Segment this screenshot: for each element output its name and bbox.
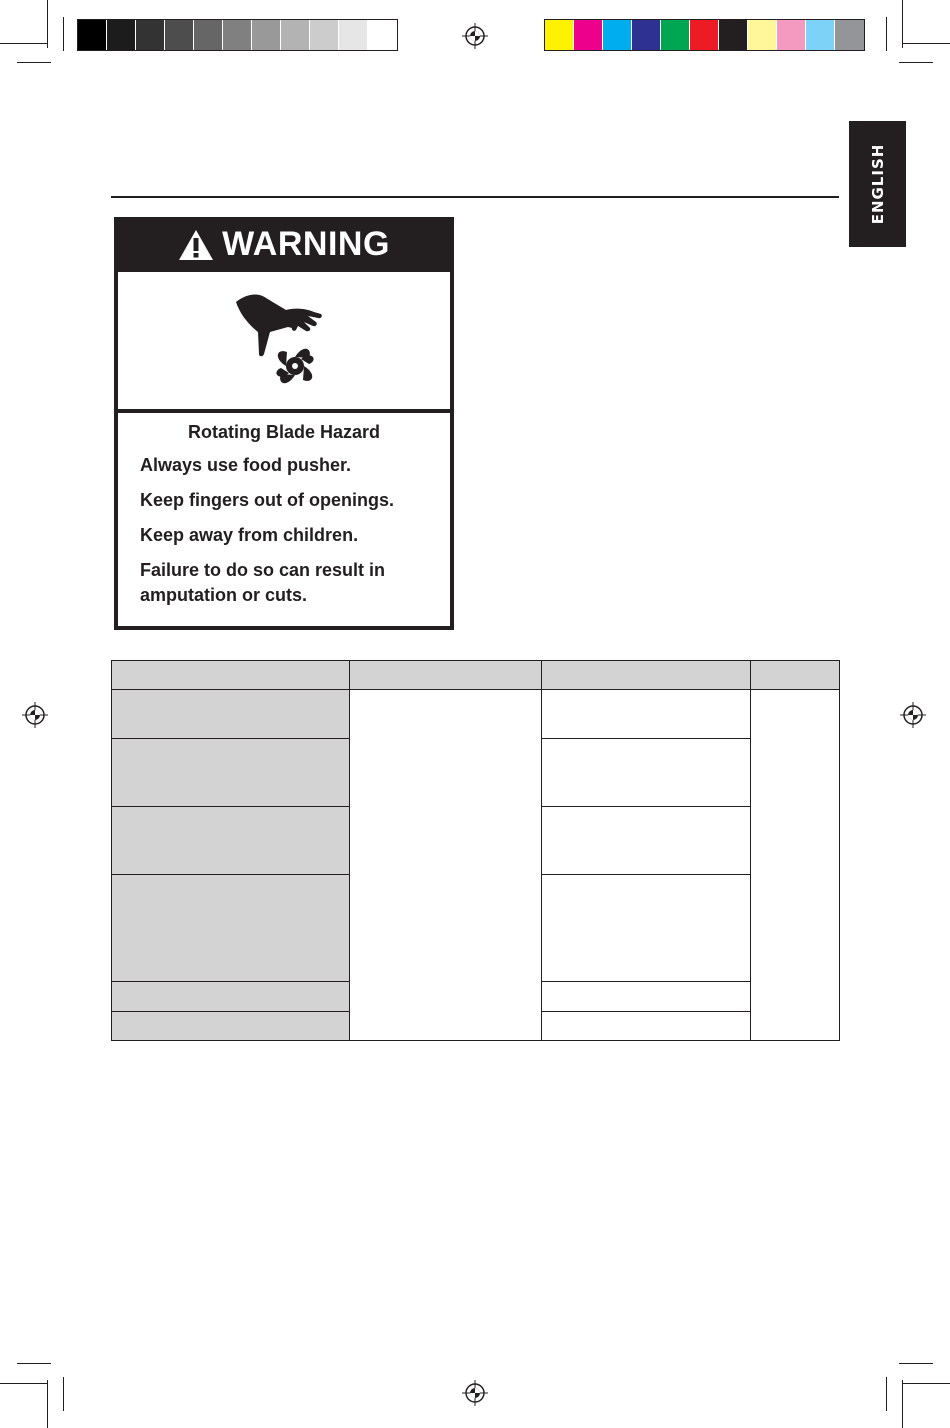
crop-mark (902, 1383, 950, 1384)
table-cell (541, 1011, 751, 1041)
color-swatch (136, 20, 165, 50)
crop-mark (902, 43, 950, 44)
table-row-label (111, 981, 350, 1012)
crop-mark (63, 17, 64, 51)
crop-mark (47, 1380, 48, 1428)
warning-line: Keep fingers out of openings. (140, 490, 395, 510)
table-header-cell (111, 660, 350, 690)
table-header-cell (541, 660, 751, 690)
color-swatch (574, 20, 603, 50)
table-row-label (111, 689, 350, 739)
crop-mark (886, 1377, 887, 1411)
color-swatch (777, 20, 806, 50)
registration-mark-icon (22, 702, 48, 728)
table-row-label (111, 874, 350, 982)
table-header-cell (750, 660, 840, 690)
warning-pictogram-panel (118, 272, 450, 409)
color-swatch (719, 20, 748, 50)
table-cell (541, 874, 751, 982)
color-swatch (545, 20, 574, 50)
table-row-label (111, 738, 350, 807)
color-swatch (632, 20, 661, 50)
table-row-label (111, 1011, 350, 1041)
table-cell (349, 689, 542, 1041)
color-swatch (107, 20, 136, 50)
crop-mark (63, 1377, 64, 1411)
crop-mark (17, 1363, 51, 1364)
crop-mark (899, 1363, 933, 1364)
warning-line: Always use food pusher. (140, 455, 352, 475)
section-divider (111, 196, 839, 198)
crop-mark (17, 62, 51, 63)
crop-mark (902, 1380, 903, 1428)
color-swatch (78, 20, 107, 50)
color-swatch (339, 20, 368, 50)
color-swatch (748, 20, 777, 50)
color-swatch (835, 20, 864, 50)
warning-header (114, 217, 454, 272)
table-cell (541, 689, 751, 739)
color-swatch (603, 20, 632, 50)
crop-mark (0, 1383, 48, 1384)
table-header-cell (349, 660, 542, 690)
color-swatch (661, 20, 690, 50)
process-color-bar (544, 19, 865, 51)
hazard-title: Rotating Blade Hazard (187, 422, 381, 442)
table-cell (750, 689, 840, 1041)
color-swatch (223, 20, 252, 50)
color-swatch (252, 20, 281, 50)
warning-signal-word: WARNING (222, 225, 390, 263)
grayscale-color-bar (77, 19, 398, 51)
color-swatch (368, 20, 397, 50)
table-cell (541, 806, 751, 875)
crop-mark (886, 17, 887, 51)
warning-label (114, 217, 454, 630)
crop-mark (899, 62, 933, 63)
warning-line: Keep away from children. (140, 525, 359, 545)
crop-mark (47, 0, 48, 48)
language-tab (849, 121, 906, 247)
data-table (111, 660, 840, 1041)
table-cell (541, 738, 751, 807)
color-swatch (194, 20, 223, 50)
warning-line: Failure to do so can result in amputation or cuts. (140, 560, 386, 605)
registration-mark-icon (462, 1380, 488, 1406)
color-swatch (806, 20, 835, 50)
color-swatch (690, 20, 719, 50)
table-cell (541, 981, 751, 1012)
color-swatch (281, 20, 310, 50)
registration-mark-icon (462, 23, 488, 49)
table-row-label (111, 806, 350, 875)
crop-mark (902, 0, 903, 48)
hand-and-rotating-blade-icon (118, 272, 450, 409)
color-swatch (165, 20, 194, 50)
alert-triangle-icon (178, 229, 214, 261)
crop-mark (0, 43, 48, 44)
language-tab-label: ENGLISH (868, 143, 887, 225)
warning-text-panel (118, 413, 450, 626)
color-swatch (310, 20, 339, 50)
registration-mark-icon (900, 702, 926, 728)
